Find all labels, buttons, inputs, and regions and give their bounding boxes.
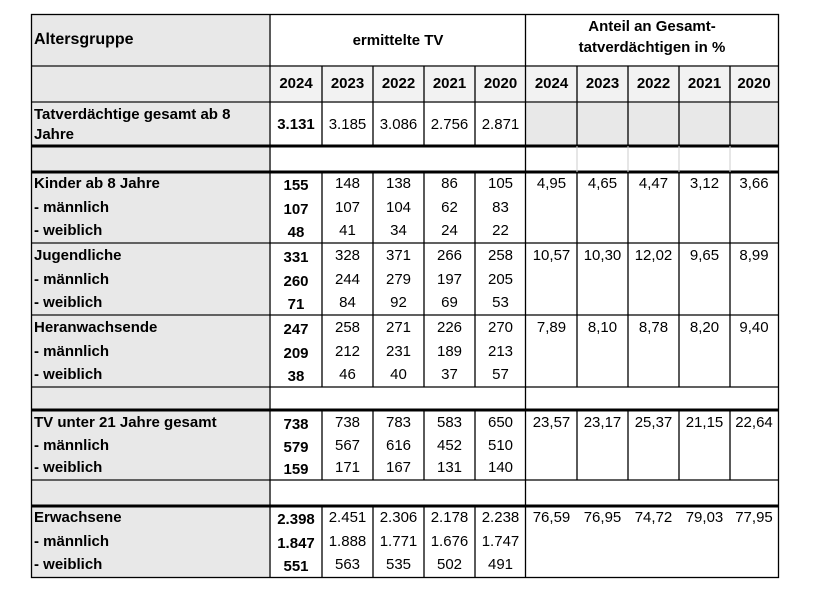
tv-cell: 452 xyxy=(436,437,463,454)
tv-cell: 209 xyxy=(283,345,309,362)
share-cell: 7,89 xyxy=(536,319,567,336)
tv-cell: 71 xyxy=(287,296,305,313)
total-label-line2: Jahre xyxy=(34,126,75,143)
header-share-line1: Anteil an Gesamt- xyxy=(588,18,716,35)
tv-cell: 1.888 xyxy=(328,533,367,550)
share-cell: 76,95 xyxy=(583,509,622,526)
tv-cell: 22 xyxy=(492,222,509,239)
tv-cell: 86 xyxy=(441,175,458,192)
group-label: Jugendliche xyxy=(34,247,122,264)
tv-cell: 1.847 xyxy=(277,535,315,552)
header-tv-group: ermittelte TV xyxy=(352,32,444,49)
tv-cell: 83 xyxy=(492,199,509,216)
tv-cell: 2.178 xyxy=(430,509,469,526)
year-header-share: 2021 xyxy=(687,75,722,92)
tv-cell: 2.398 xyxy=(277,511,315,528)
tv-cell: 279 xyxy=(385,271,412,288)
tv-cell: 328 xyxy=(334,247,361,264)
subgroup-label: - weiblich xyxy=(34,366,103,383)
tv-cell: 579 xyxy=(283,439,309,456)
total-tv-cell: 3.086 xyxy=(379,116,418,133)
share-cell: 3,66 xyxy=(739,175,769,192)
share-cell: 8,10 xyxy=(587,319,618,336)
subgroup-label: - weiblich xyxy=(34,459,103,476)
total-tv-cell: 2.756 xyxy=(430,116,469,133)
tv-cell: 57 xyxy=(492,366,509,383)
tv-cell: 1.676 xyxy=(430,533,469,550)
subgroup-label: - weiblich xyxy=(34,556,103,573)
subgroup-label: - männlich xyxy=(34,533,110,550)
tv-cell: 84 xyxy=(339,294,356,311)
tv-cell: 41 xyxy=(339,222,356,239)
tv-cell: 104 xyxy=(385,199,412,216)
share-cell: 9,40 xyxy=(739,319,769,336)
tv-cell: 48 xyxy=(287,224,305,241)
subgroup-label: - männlich xyxy=(34,199,110,216)
tv-cell: 155 xyxy=(283,177,309,194)
tv-cell: 107 xyxy=(283,201,309,218)
share-cell: 25,37 xyxy=(634,414,673,431)
tv-cell: 34 xyxy=(390,222,407,239)
tv-cell: 2.306 xyxy=(379,509,418,526)
total-tv-cell: 2.871 xyxy=(481,116,520,133)
header-share-line2: tatverdächtigen in % xyxy=(578,39,726,56)
share-cell: 8,99 xyxy=(739,247,769,264)
share-cell: 21,15 xyxy=(685,414,724,431)
total-tv-cell: 3.185 xyxy=(328,116,367,133)
tv-cell: 331 xyxy=(283,249,309,266)
tv-cell: 244 xyxy=(334,271,361,288)
share-cell: 22,64 xyxy=(735,414,773,431)
share-cell: 12,02 xyxy=(634,247,673,264)
subgroup-label: - männlich xyxy=(34,343,110,360)
tv-cell: 271 xyxy=(385,319,412,336)
tv-cell: 189 xyxy=(436,343,463,360)
subgroup-label: - männlich xyxy=(34,437,110,454)
tv-cell: 616 xyxy=(385,437,412,454)
share-cell: 77,95 xyxy=(735,509,773,526)
tv-cell: 650 xyxy=(487,414,514,431)
tv-cell: 140 xyxy=(487,459,514,476)
tv-cell: 535 xyxy=(385,556,412,573)
share-cell: 74,72 xyxy=(634,509,673,526)
tv-cell: 2.238 xyxy=(481,509,520,526)
tv-cell: 38 xyxy=(287,368,305,385)
share-cell: 3,12 xyxy=(689,175,720,192)
group-label: Kinder ab 8 Jahre xyxy=(34,175,160,192)
tv-cell: 226 xyxy=(436,319,463,336)
share-cell: 23,17 xyxy=(583,414,622,431)
tv-cell: 502 xyxy=(436,556,463,573)
year-header-share: 2022 xyxy=(636,75,671,92)
share-cell: 8,20 xyxy=(689,319,720,336)
tv-cell: 258 xyxy=(334,319,361,336)
tv-cell: 37 xyxy=(441,366,458,383)
year-header-tv: 2023 xyxy=(330,75,365,92)
tv-cell: 205 xyxy=(487,271,514,288)
share-cell: 8,78 xyxy=(638,319,669,336)
tv-cell: 40 xyxy=(390,366,407,383)
tv-cell: 270 xyxy=(487,319,514,336)
tv-cell: 783 xyxy=(385,414,412,431)
tv-cell: 1.771 xyxy=(379,533,418,550)
tv-cell: 1.747 xyxy=(481,533,520,550)
group-label: Erwachsene xyxy=(34,509,122,526)
tv-cell: 69 xyxy=(441,294,458,311)
tv-cell: 197 xyxy=(436,271,463,288)
year-header-share: 2023 xyxy=(585,75,620,92)
tv-cell: 2.451 xyxy=(328,509,367,526)
tv-cell: 46 xyxy=(339,366,356,383)
share-cell: 4,95 xyxy=(536,175,567,192)
share-cell: 10,57 xyxy=(532,247,571,264)
share-cell: 9,65 xyxy=(689,247,720,264)
year-header-tv: 2021 xyxy=(432,75,467,92)
tv-cell: 738 xyxy=(334,414,361,431)
tv-cell: 107 xyxy=(334,199,361,216)
tv-cell: 138 xyxy=(385,175,412,192)
tv-cell: 53 xyxy=(492,294,509,311)
year-header-tv: 2020 xyxy=(483,75,518,92)
tv-cell: 212 xyxy=(334,343,361,360)
tv-cell: 738 xyxy=(283,416,309,433)
share-cell: 76,59 xyxy=(532,509,571,526)
tv-cell: 491 xyxy=(487,556,514,573)
tv-cell: 159 xyxy=(283,461,309,478)
year-header-share: 2024 xyxy=(534,75,569,92)
tv-cell: 92 xyxy=(390,294,407,311)
tv-cell: 62 xyxy=(441,199,458,216)
share-cell: 4,47 xyxy=(638,175,669,192)
share-cell: 10,30 xyxy=(583,247,622,264)
tv-cell: 213 xyxy=(487,343,514,360)
year-header-share: 2020 xyxy=(737,75,771,92)
tv-cell: 247 xyxy=(283,321,309,338)
tv-cell: 510 xyxy=(487,437,514,454)
year-header-tv: 2022 xyxy=(381,75,416,92)
share-cell: 23,57 xyxy=(532,414,571,431)
total-tv-cell: 3.131 xyxy=(277,116,315,133)
tv-cell: 167 xyxy=(385,459,412,476)
subgroup-label: - männlich xyxy=(34,271,110,288)
tv-cell: 567 xyxy=(334,437,361,454)
tv-cell: 148 xyxy=(334,175,361,192)
tv-cell: 24 xyxy=(441,222,458,239)
group-label: TV unter 21 Jahre gesamt xyxy=(34,414,217,431)
tv-cell: 258 xyxy=(487,247,514,264)
tv-cell: 131 xyxy=(436,459,463,476)
tv-cell: 105 xyxy=(487,175,514,192)
subgroup-label: - weiblich xyxy=(34,294,103,311)
tv-cell: 551 xyxy=(283,558,309,575)
group-label: Heranwachsende xyxy=(34,319,158,336)
tv-cell: 371 xyxy=(385,247,412,264)
subgroup-label: - weiblich xyxy=(34,222,103,239)
tv-cell: 583 xyxy=(436,414,463,431)
tv-cell: 260 xyxy=(283,273,309,290)
tv-cell: 563 xyxy=(334,556,361,573)
year-header-tv: 2024 xyxy=(279,75,313,92)
share-cell: 4,65 xyxy=(587,175,618,192)
tv-cell: 231 xyxy=(385,343,412,360)
total-label-line1: Tatverdächtige gesamt ab 8 xyxy=(34,106,231,123)
header-age-group: Altersgruppe xyxy=(34,31,134,48)
tv-cell: 171 xyxy=(334,459,361,476)
share-cell: 79,03 xyxy=(685,509,724,526)
tv-cell: 266 xyxy=(436,247,463,264)
